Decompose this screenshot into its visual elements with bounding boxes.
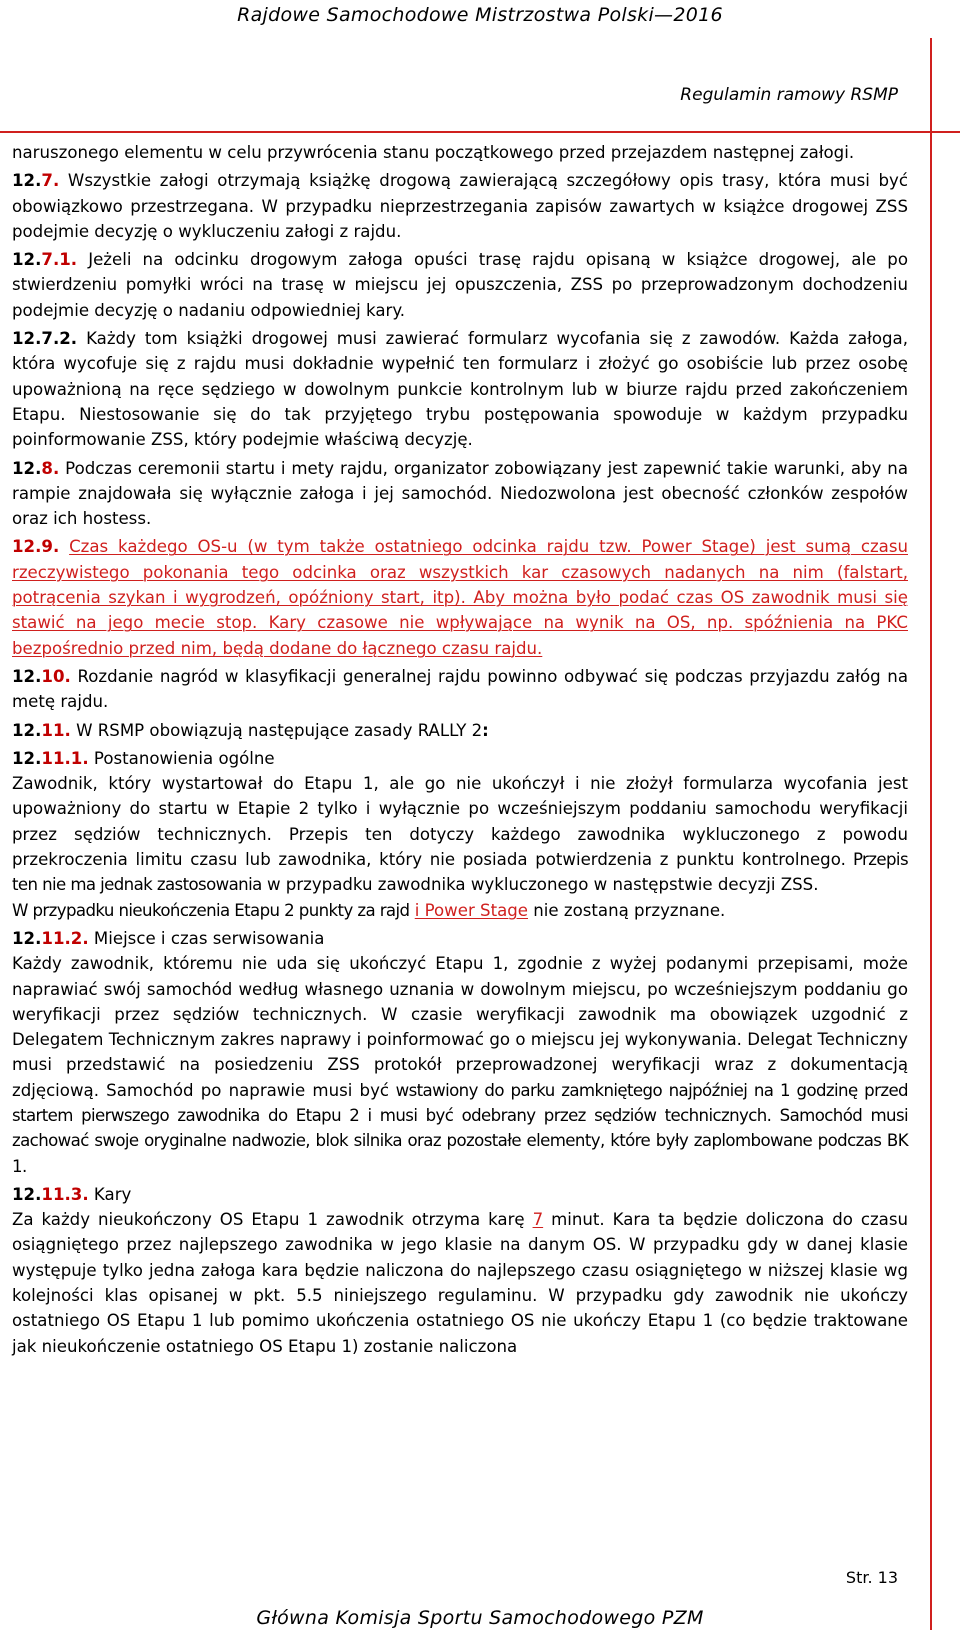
section-number-major: 12. <box>12 666 42 686</box>
section-number-minor: 11. <box>41 720 71 740</box>
section-number-major: 12. <box>12 720 42 740</box>
section-number <box>12 721 71 740</box>
paragraph-general-provisions <box>12 771 908 923</box>
section-number-major: 12. <box>12 537 42 557</box>
paragraph-text: Każdy zawodnik, któremu nie uda się ukończyć Etapu 1, zgodnie z wyżej podanymi przepisami, może naprawiać swój samochód według własnego uznania w dowolnym miejscu, po wcześniejszym poddaniu go weryfikacji przez sędziów technicznych. W czasie weryfikacji zawodnik ma obowiązek uzgodnić z Delegatem Technicznym zakres naprawy i poinformować go o miejscu jej wykonywania. Delegat Techniczny musi przedstawić na posiedzeniu ZSS protokół przeprowadzonej weryfikacji wraz z dokumentacją zdjęciową. Samochód po naprawie musi być <box>12 954 908 1100</box>
paragraph-text-condensed: Przepis ten nie ma jednak zastosowania <box>12 850 908 895</box>
section-number <box>12 929 89 948</box>
paragraph-12-7-1 <box>12 247 908 323</box>
paragraph-12-7 <box>12 168 908 244</box>
section-number <box>12 459 59 478</box>
section-heading-12-11-1 <box>12 746 908 771</box>
section-number-minor: 10. <box>41 666 71 686</box>
paragraph-12-9 <box>12 534 908 660</box>
header-rule <box>0 131 960 133</box>
section-number <box>12 667 71 686</box>
paragraph-12-10 <box>12 664 908 715</box>
paragraph-text: w przypadku zawodnika wykluczonego w następstwie decyzji ZSS. <box>261 875 819 895</box>
colon: : <box>482 720 489 740</box>
section-number-minor: 7. <box>41 171 60 191</box>
page-number: Str. 13 <box>845 1568 898 1587</box>
amended-text: Czas każdego OS-u (w tym także ostatniego odcinka rajdu tzw. Power Stage) jest sumą czasu rzeczywistego pokonania tego odcinka oraz wszystkich kar czasowych nadanych na nim (falstart, potrącenia szykan i wygrodzeń, opóźniony start, itp). Aby można było podać czas OS zawodnik musi się stawić na jego mecie stop. Kary czasowe nie wpływające na wynik na OS, np. spóźnienia na PKC bezpośrednio przed nim, będą dodane do łącznego czasu rajdu. <box>12 537 908 658</box>
paragraph-text: Każdy tom książki drogowej musi zawierać formularz wycofania się z zawodów. Każda załoga, która wycofuje się z rajdu musi dokładnie wypełnić ten formularz i złożyć go osobiście lub przez osobę upoważnioną na ręce sędziego w dowolnym punkcie kontrolnym lub w biurze rajdu przed zakończeniem Etapu. Niestosowanie się do tak przyjętego trybu postępowania spowoduje w każdym przypadku poinformowanie ZSS, który podejmie właściwą decyzję. <box>12 329 908 450</box>
paragraph-12-7-2 <box>12 326 908 452</box>
paragraph-text: naruszonego elementu w celu przywrócenia stanu początkowego przed przejazdem następnej załogi. <box>12 143 855 162</box>
section-heading-text: Miejsce i czas serwisowania <box>88 928 325 948</box>
section-number-minor: 9. <box>41 537 60 557</box>
paragraph-12-11 <box>12 718 908 743</box>
section-number <box>12 749 89 768</box>
section-number: 12.7.2. <box>12 329 78 349</box>
section-number-major: 12. <box>12 748 42 768</box>
paragraph-service <box>12 951 908 1179</box>
paragraph-text: minut. Kara ta będzie doliczona do czasu osiągniętego przez najlepszego zawodnika w jego klasie na danym OS. W przypadku gdy w danej klasie występuje tylko jedna załoga kara będzie naliczona do najlepszego czasu osiągniętego w niższej klasie wg kolejności klas opisanej w pkt. 5.5 niniejszego regulaminu. W przypadku gdy zawodnik nie ukończy ostatniego OS Etapu 1 lub pomimo ukończenia ostatniego OS nie ukończy Etapu 1 (co będzie traktowane jak nieukończenie ostatniego OS Etapu 1) zostanie naliczona <box>12 1210 908 1356</box>
section-number-major: 12. <box>12 928 42 948</box>
document-header-title: Rajdowe Samochodowe Mistrzostwa Polski—2016 <box>237 4 723 26</box>
section-heading-text: Postanowienia ogólne <box>88 748 275 768</box>
paragraph-text: Zawodnik, który wystartował do Etapu 1, ale go nie ukończył i nie złożył formularza wycofania jest upoważniony do startu w Etapie 2 tylko i wyłącznie po wcześniejszym poddaniu samochodu weryfikacji przez sędziów technicznych. Przepis ten dotyczy każdego zawodnika wykluczonego z powodu przekroczenia limitu czasu lub zawodnika, który nie posiada potwierdzenia z punktu kontrolnego. <box>12 774 908 870</box>
paragraph-text-condensed: W przypadku nieukończenia Etapu 2 punkty za rajd <box>12 900 410 920</box>
section-number <box>12 537 59 556</box>
section-number-major: 12. <box>12 458 42 478</box>
paragraph-penalties <box>12 1207 908 1359</box>
section-number-minor: 11.1. <box>41 748 89 768</box>
section-number <box>12 171 59 190</box>
paragraph-text: Rozdanie nagród w klasyfikacji generalnej rajdu powinno odbywać się podczas przyjazdu załóg na metę rajdu. <box>12 666 908 712</box>
paragraph-text: Wszystkie załogi otrzymają książkę drogową zawierającą szczegółowy opis trasy, która musi być obowiązkowo przestrzegana. W przypadku nieprzestrzegania zapisów zawartych w książce drogowej ZSS podejmie decyzję o wykluczeniu załogi z rajdu. <box>12 171 908 241</box>
paragraph-12-8 <box>12 456 908 532</box>
paragraph-text: Za każdy nieukończony OS Etapu 1 zawodnik otrzyma karę <box>12 1210 533 1230</box>
paragraph-text-condensed: wstawiony do parku zamkniętego najpóźniej na 1 godzinę przed startem pierwszego zawodnika do Etapu 2 i musi być odebrany przez sędziów technicznych. Samochód musi zachować swoje oryginalne nadwozie, blok silnika oraz pozostałe elementy, które były zaplombowane podczas BK 1. <box>12 1080 908 1176</box>
section-number <box>12 1185 89 1204</box>
section-number-minor: 11.2. <box>41 928 89 948</box>
amended-text: 7 <box>532 1210 544 1230</box>
section-heading-12-11-2 <box>12 926 908 951</box>
document-body <box>12 140 908 1362</box>
section-heading-12-11-3 <box>12 1182 908 1207</box>
section-number-major: 12. <box>12 1184 42 1204</box>
amended-text: i Power Stage <box>414 900 528 920</box>
paragraph-text: nie zostaną przyznane. <box>528 900 726 920</box>
section-heading-text: Kary <box>88 1184 132 1204</box>
document-footer: Główna Komisja Sportu Samochodowego PZM <box>256 1607 704 1629</box>
section-number <box>12 250 77 269</box>
document-header-subtitle: Regulamin ramowy RSMP <box>680 85 898 105</box>
paragraph-text: W RSMP obowiązują następujące zasady RALLY 2 <box>70 720 483 740</box>
paragraph-text: Podczas ceremonii startu i mety rajdu, organizator zobowiązany jest zapewnić takie warunki, aby na rampie znajdowała się wyłącznie załoga i jej samochód. Niedozwolona jest obecność członków zespołów oraz ich hostess. <box>12 458 908 529</box>
section-number-major: 12. <box>12 250 42 270</box>
margin-rule-vertical <box>930 38 932 1630</box>
section-number-major: 12. <box>12 171 42 191</box>
section-number-minor: 11.3. <box>41 1184 89 1204</box>
section-number-minor: 8. <box>41 458 60 478</box>
section-number-minor: 7.1. <box>41 250 78 270</box>
paragraph <box>12 140 908 165</box>
paragraph-text: Jeżeli na odcinku drogowym załoga opuści trasę rajdu opisaną w książce drogowej, ale po stwierdzeniu pomyłki wróci na trasę w miejscu jej opuszczenia, ZSS po przeprowadzonym dochodzeniu podejmie decyzję o nadaniu odpowiedniej kary. <box>12 250 908 320</box>
